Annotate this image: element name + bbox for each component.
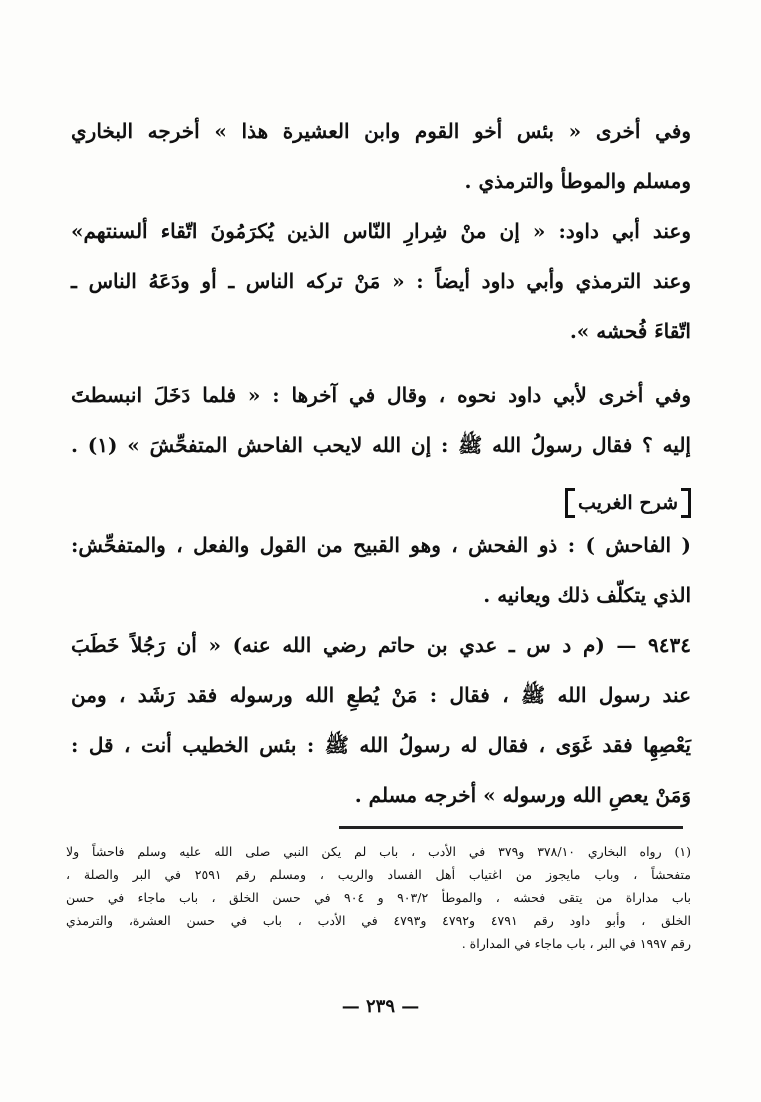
text-line-7: إليه ؟ فقال رسولُ الله ﷺ : إن الله لايحب الفاحش المتفحِّشَ » (١) . (71, 433, 691, 457)
footnote-line-5: رقم ١٩٩٧ في البر ، باب ماجاء في المداراة . (461, 936, 691, 951)
text-line-11: عند رسول الله ﷺ ، فقال : مَنْ يُطعِ الله ورسوله فقد رَشَد ، ومن (71, 683, 691, 707)
text-line-3: وعند أبي داود: « إن منْ شِرارِ النّاس الذين يُكرَمُونَ اتّقاء ألسنتهم» (71, 219, 691, 243)
text-line-13: وَمَنْ يعصِ الله ورسوله » أخرجه مسلم . (354, 783, 691, 807)
text-line-10: ٩٤٣٤ — (م د س ـ عدي بن حاتم رضي الله عنه) « أن رَجُلاً خَطَبَ (71, 633, 691, 657)
text-line-4: وعند الترمذي وأبي داود أيضاً : « مَنْ تركه الناس ـ أو ودَعَهُ الناس ـ (71, 269, 691, 293)
text-line-5: اتّقاءَ فُحشه ». (569, 319, 691, 343)
text-line-6: وفي أخرى لأبي داود نحوه ، وقال في آخرها : « فلما دَخَلَ انبسطتَ (71, 383, 691, 407)
text-line-9: الذي يتكلّف ذلك ويعانيه . (483, 583, 691, 607)
section-heading: شرح الغريب (565, 488, 691, 518)
page-number: — ٢٣٩ — (341, 996, 420, 1017)
footnotes (66, 844, 691, 959)
section-heading-row (71, 482, 691, 532)
footnote-line-2: متفحشاً ، وباب مايجوز من اغتياب أهل الفساد والريب ، ومسلم رقم ٢٥٩١ في البر والصلة ، (66, 867, 691, 882)
text-line-2: ومسلم والموطأ والترمذي . (464, 169, 691, 193)
text-line-1: وفي أخرى « بئس أخو القوم وابن العشيرة هذا » أخرجه البخاري (71, 119, 691, 143)
main-text (71, 118, 691, 832)
footnote-line-4: الخلق ، وأبو داود رقم ٤٧٩١ و٤٧٩٢ و٤٧٩٣ في الأدب ، باب في حسن العشرة، والترمذي (66, 913, 691, 928)
text-line-8: ( الفاحش ) : ذو الفحش ، وهو القبيح من القول والفعل ، والمتفحِّش: (71, 533, 691, 557)
footnote-line-1: (١) رواه البخاري ٣٧٨/١٠ و٣٧٩ في الأدب ، باب لم يكن النبي صلى الله عليه وسلم فاحشاً ولا (66, 844, 691, 859)
footnote-divider (339, 826, 683, 829)
text-line-12: يَعْصِهِا فقد غَوَى ، فقال له رسولُ الله ﷺ : بئس الخطيب أنت ، قل : (71, 733, 691, 757)
footnote-line-3: باب مداراة من يتقى فحشه ، والموطأ ٩٠٣/٢ و ٩٠٤ في حسن الخلق ، باب ماجاء في حسن (66, 890, 691, 905)
